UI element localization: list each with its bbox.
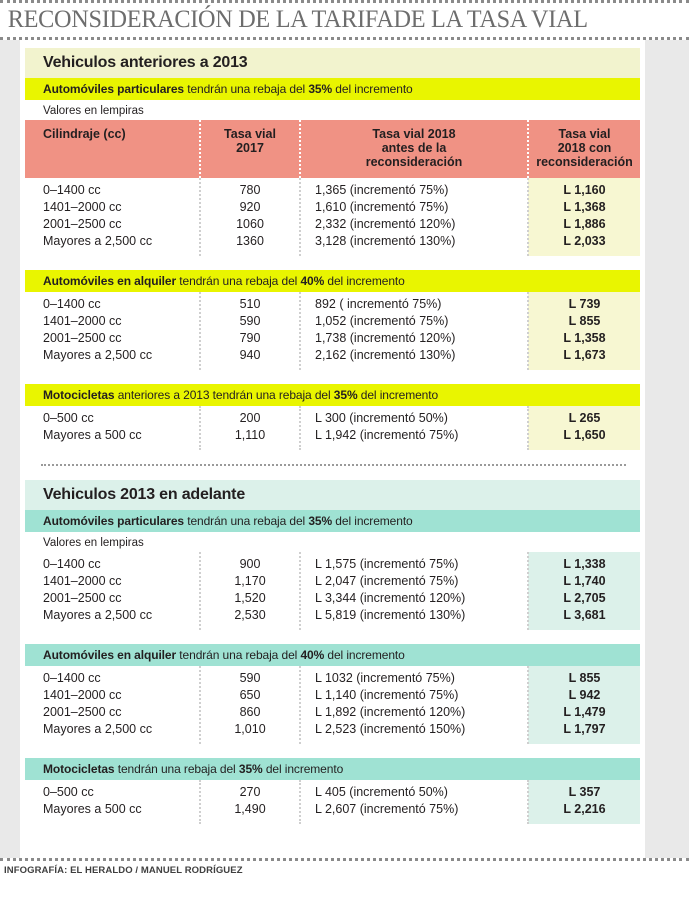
value-cilindraje: 2001–2500 cc: [43, 217, 122, 231]
band-percent: 35%: [308, 82, 333, 96]
value-antes: 892 ( incrementó 75%): [315, 297, 442, 311]
value-con: L 2,216: [563, 802, 606, 816]
value-antes: 1,738 (incrementó 120%): [315, 331, 456, 345]
value-con: L 1,358: [563, 331, 606, 345]
block-spacer: [25, 744, 640, 758]
band-percent: 35%: [333, 388, 358, 402]
value-tasa-2017: 1,010: [234, 722, 266, 736]
content-column: [20, 40, 645, 858]
header-line: reconsideración: [365, 155, 463, 169]
note-particulares-new: Valores en lempiras: [43, 537, 144, 549]
value-con: L 2,033: [563, 234, 606, 248]
value-tasa-2017: 590: [239, 671, 261, 685]
value-antes: L 1,892 (incrementó 120%): [315, 705, 466, 719]
value-con: L 1,673: [563, 348, 606, 362]
block-spacer: [25, 370, 640, 384]
band-text-end: del incremento: [324, 648, 405, 662]
value-con: L 739: [568, 297, 601, 311]
value-con: L 3,681: [563, 608, 606, 622]
value-cilindraje: 2001–2500 cc: [43, 705, 122, 719]
value-tasa-2017: 270: [239, 785, 261, 799]
value-cilindraje: Mayores a 2,500 cc: [43, 234, 153, 248]
band-text-mid: tendrán una rebaja del: [176, 274, 301, 288]
block-spacer: [25, 256, 640, 270]
value-tasa-2017: 940: [239, 348, 261, 362]
value-cilindraje: 1401–2000 cc: [43, 574, 122, 588]
table-body: [25, 406, 640, 450]
value-antes: L 405 (incrementó 50%): [315, 785, 448, 799]
band-particulares-new: [25, 510, 640, 532]
value-con: L 2,705: [563, 591, 606, 605]
table-row-group: [25, 552, 640, 630]
band-text-end: del incremento: [262, 762, 344, 776]
value-cilindraje: Mayores a 2,500 cc: [43, 348, 153, 362]
value-cilindraje: Mayores a 2,500 cc: [43, 722, 153, 736]
cell-cilindraje: [25, 178, 200, 256]
table-row-group: [25, 406, 640, 450]
band-category: Motocicletas: [43, 388, 115, 402]
value-cilindraje: 1401–2000 cc: [43, 200, 122, 214]
cell-cilindraje: [25, 406, 200, 450]
cell-tasa-2017: [200, 292, 300, 370]
header-line: Tasa vial: [558, 127, 611, 141]
cell-cilindraje: [25, 666, 200, 744]
rates-table-alquiler-new: [25, 666, 640, 744]
value-con: L 1,886: [563, 217, 606, 231]
value-antes: 1,052 (incrementó 75%): [315, 314, 449, 328]
header-row: [25, 120, 640, 178]
table-body: [25, 666, 640, 744]
table-body: [25, 780, 640, 824]
value-antes: L 1032 (incrementó 75%): [315, 671, 455, 685]
band-text-mid: tendrán una rebaja del: [114, 762, 239, 776]
value-cilindraje: Mayores a 500 cc: [43, 428, 142, 442]
section-title-2013-adelante: Vehiculos 2013 en adelante: [25, 480, 640, 510]
section-title-anteriores-2013: Vehiculos anteriores a 2013: [25, 48, 640, 78]
value-cilindraje: 2001–2500 cc: [43, 591, 122, 605]
value-antes: 1,610 (incrementó 75%): [315, 200, 449, 214]
band-percent: 40%: [300, 274, 325, 288]
cell-tasa-2018-con: [528, 406, 640, 450]
block-spacer: [25, 630, 640, 644]
value-tasa-2017: 1060: [236, 217, 264, 231]
value-cilindraje: 1401–2000 cc: [43, 314, 122, 328]
band-text-end: del incremento: [324, 274, 405, 288]
band-category: Motocicletas: [43, 762, 115, 776]
value-con: L 265: [568, 411, 601, 425]
value-tasa-2017: 510: [239, 297, 261, 311]
value-cilindraje: 0–1400 cc: [43, 557, 101, 571]
cell-tasa-2018-antes: [300, 292, 528, 370]
rates-table-particulares-new: [25, 552, 640, 630]
band-text-end: del incremento: [357, 388, 439, 402]
value-con: L 1,160: [563, 183, 606, 197]
value-antes: L 1,942 (incrementó 75%): [315, 428, 459, 442]
credit-line: INFOGRAFÍA: EL HERALDO / MANUEL RODRÍGUEZ: [4, 865, 243, 876]
band-percent: 35%: [238, 762, 263, 776]
value-cilindraje: 0–1400 cc: [43, 297, 101, 311]
value-antes: L 1,575 (incrementó 75%): [315, 557, 459, 571]
value-cilindraje: 2001–2500 cc: [43, 331, 122, 345]
value-tasa-2017: 2,530: [234, 608, 266, 622]
cell-cilindraje: [25, 780, 200, 824]
footer-band: [0, 858, 689, 876]
value-antes: L 5,819 (incrementó 130%): [315, 608, 466, 622]
header-line: Tasa vial: [224, 127, 276, 141]
rates-table-motos-new: [25, 780, 640, 824]
value-tasa-2017: 920: [239, 200, 261, 214]
cell-tasa-2017: [200, 178, 300, 256]
band-motos-old: [25, 384, 640, 406]
band-particulares-old: [25, 78, 640, 100]
cell-cilindraje: [25, 552, 200, 630]
value-cilindraje: 0–1400 cc: [43, 183, 101, 197]
cell-tasa-2018-antes: [300, 552, 528, 630]
cell-tasa-2018-con: [528, 666, 640, 744]
value-tasa-2017: 860: [239, 705, 261, 719]
value-antes: L 1,140 (incrementó 75%): [315, 688, 459, 702]
value-tasa-2017: 1,520: [234, 591, 266, 605]
section-divider: [41, 464, 626, 466]
band-text-mid: tendrán una rebaja del: [176, 648, 301, 662]
page-title: RECONSIDERACIÓN DE LA TARIFADE LA TASA VIAL: [7, 6, 588, 33]
value-tasa-2017: 590: [239, 314, 261, 328]
value-con: L 942: [568, 688, 601, 702]
table-row-group: [25, 666, 640, 744]
value-con: L 357: [568, 785, 601, 799]
rates-table-particulares-old: [25, 120, 640, 256]
band-category: Automóviles en alquiler: [43, 648, 177, 662]
cell-tasa-2018-antes: [300, 178, 528, 256]
value-cilindraje: Mayores a 500 cc: [43, 802, 142, 816]
band-category: Automóviles en alquiler: [43, 274, 177, 288]
band-text-mid: anteriores a 2013 tendrán una rebaja del: [114, 388, 334, 402]
value-cilindraje: 1401–2000 cc: [43, 688, 122, 702]
table-body: [25, 552, 640, 630]
cell-tasa-2017: [200, 406, 300, 450]
cell-cilindraje: [25, 292, 200, 370]
cell-tasa-2018-con: [528, 292, 640, 370]
value-antes: L 300 (incrementó 50%): [315, 411, 448, 425]
table-row-group: [25, 780, 640, 824]
table-row-group: [25, 178, 640, 256]
value-tasa-2017: 1,490: [234, 802, 266, 816]
cell-tasa-2018-antes: [300, 780, 528, 824]
value-con: L 1,797: [563, 722, 606, 736]
band-category: Automóviles particulares: [43, 82, 184, 96]
value-con: L 1,479: [563, 705, 606, 719]
band-alquiler-old: [25, 270, 640, 292]
value-con: L 1,338: [563, 557, 606, 571]
header-line: antes de la: [381, 141, 447, 155]
header-tasa-2018-con: [528, 120, 640, 178]
value-cilindraje: 0–500 cc: [43, 785, 94, 799]
table-body: [25, 178, 640, 256]
left-gutter: [0, 40, 20, 858]
value-cilindraje: 0–1400 cc: [43, 671, 101, 685]
header-line: reconsideración: [536, 155, 633, 169]
table-row-group: [25, 292, 640, 370]
header-line: 2017: [236, 141, 264, 155]
band-category: Automóviles particulares: [43, 514, 184, 528]
value-antes: 2,332 (incrementó 120%): [315, 217, 456, 231]
value-tasa-2017: 1,170: [234, 574, 266, 588]
cell-tasa-2018-con: [528, 780, 640, 824]
value-cilindraje: 0–500 cc: [43, 411, 94, 425]
value-tasa-2017: 900: [239, 557, 261, 571]
value-tasa-2017: 780: [239, 183, 261, 197]
value-tasa-2017: 650: [239, 688, 261, 702]
value-cilindraje: Mayores a 2,500 cc: [43, 608, 153, 622]
value-tasa-2017: 1,110: [234, 428, 266, 442]
value-con: L 855: [568, 671, 601, 685]
band-text-end: del incremento: [332, 82, 413, 96]
cell-tasa-2018-antes: [300, 406, 528, 450]
header-tasa-2017: [200, 120, 300, 178]
cell-tasa-2018-con: [528, 552, 640, 630]
value-tasa-2017: 790: [239, 331, 261, 345]
band-text-mid: tendrán una rebaja del: [183, 514, 309, 528]
header-tasa-2018-antes: [300, 120, 528, 178]
band-text-mid: tendrán una rebaja del: [183, 82, 309, 96]
value-antes: 1,365 (incrementó 75%): [315, 183, 449, 197]
value-con: L 1,368: [563, 200, 606, 214]
cell-tasa-2017: [200, 780, 300, 824]
value-antes: L 2,523 (incrementó 150%): [315, 722, 466, 736]
right-gutter: [645, 40, 689, 858]
band-percent: 35%: [308, 514, 333, 528]
band-motos-new: [25, 758, 640, 780]
header-cilindraje: Cilindraje (cc): [25, 120, 200, 178]
value-con: L 855: [568, 314, 601, 328]
cell-tasa-2018-con: [528, 178, 640, 256]
table-body: [25, 292, 640, 370]
rates-table-motos-old: [25, 406, 640, 450]
value-antes: L 2,047 (incrementó 75%): [315, 574, 459, 588]
cell-tasa-2017: [200, 666, 300, 744]
cell-tasa-2018-antes: [300, 666, 528, 744]
note-particulares-old: Valores en lempiras: [43, 105, 144, 117]
value-tasa-2017: 200: [239, 411, 261, 425]
value-antes: L 3,344 (incrementó 120%): [315, 591, 466, 605]
title-band: [0, 0, 689, 40]
band-percent: 40%: [300, 648, 325, 662]
value-con: L 1,650: [563, 428, 606, 442]
value-con: L 1,740: [563, 574, 606, 588]
header-line: 2018 con: [557, 141, 612, 155]
value-tasa-2017: 1360: [236, 234, 264, 248]
band-text-end: del incremento: [332, 514, 413, 528]
table-header: [25, 120, 640, 178]
rates-table-alquiler-old: [25, 292, 640, 370]
value-antes: 2,162 (incrementó 130%): [315, 348, 456, 362]
header-line: Tasa vial 2018: [372, 127, 456, 141]
cell-tasa-2017: [200, 552, 300, 630]
band-alquiler-new: [25, 644, 640, 666]
value-antes: 3,128 (incrementó 130%): [315, 234, 456, 248]
value-antes: L 2,607 (incrementó 75%): [315, 802, 459, 816]
